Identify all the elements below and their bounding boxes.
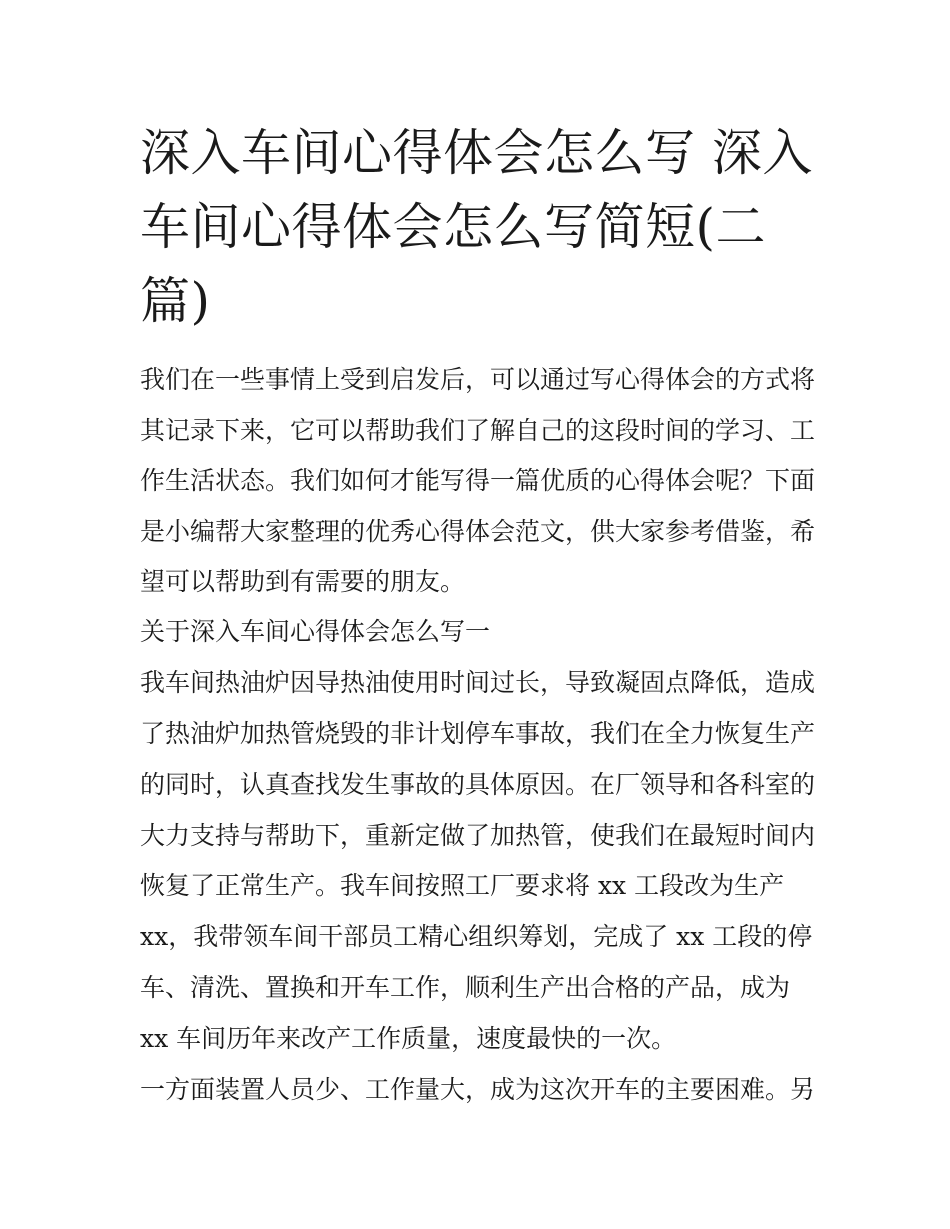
document-title: 深入车间心得体会怎么写 深入车间心得体会怎么写简短(二篇): [140, 124, 813, 330]
paragraph-line: 了热油炉加热管烧毁的非计划停车事故，我们在全力恢复生产: [140, 719, 816, 748]
paragraph-line: xx 车间历年来改产工作质量，速度最快的一次。: [140, 1024, 677, 1053]
paragraph-line: 恢复了正常生产。我车间按照工厂要求将 xx 工段改为生产: [140, 871, 785, 900]
paragraph-line: 望可以帮助到有需要的朋友。: [140, 567, 466, 596]
paragraph-line: 大力支持与帮助下，重新定做了加热管，使我们在最短时间内: [140, 821, 816, 850]
paragraph-line: xx，我带领车间干部员工精心组织筹划，完成了 xx 工段的停: [140, 922, 813, 951]
paragraph-line: 一方面装置人员少、工作量大，成为这次开车的主要困难。另: [140, 1075, 816, 1104]
paragraph-line: 我们在一些事情上受到启发后，可以通过写心得体会的方式将: [140, 365, 816, 394]
paragraph-line: 其记录下来，它可以帮助我们了解自己的这段时间的学习、工: [140, 416, 816, 445]
paragraph-line: 是小编帮大家整理的优秀心得体会范文，供大家参考借鉴，希: [140, 517, 816, 546]
paragraph-line: 车、清洗、置换和开车工作，顺利生产出合格的产品，成为: [140, 973, 791, 1002]
section-heading: 关于深入车间心得体会怎么写一: [140, 617, 491, 646]
paragraph-line: 我车间热油炉因导热油使用时间过长，导致凝固点降低，造成: [140, 668, 816, 697]
paragraph-line: 作生活状态。我们如何才能写得一篇优质的心得体会呢？下面: [140, 466, 816, 495]
paragraph-line: 的同时，认真查找发生事故的具体原因。在厂领导和各科室的: [140, 770, 816, 799]
